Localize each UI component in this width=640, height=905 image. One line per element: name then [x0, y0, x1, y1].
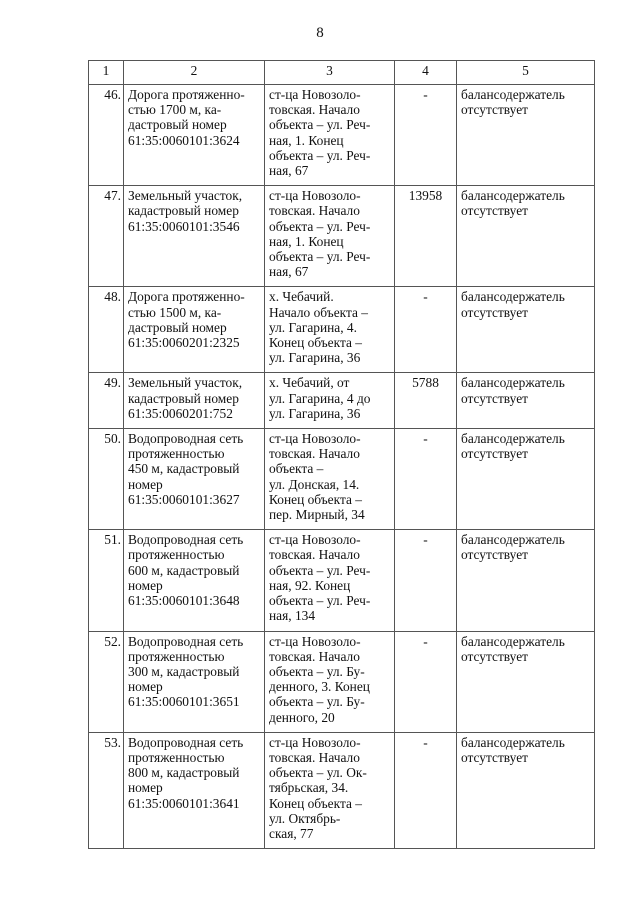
cell-line: пер. Мирный, 34	[269, 507, 365, 523]
location-cell	[265, 186, 395, 287]
cell-line: объекта – ул. Ок-	[269, 765, 367, 781]
cell-line: кадастровый номер	[128, 203, 239, 219]
cell-line: отсутствует	[461, 203, 528, 219]
cell-line: объекта – ул. Реч-	[269, 562, 371, 578]
cell-line: кадастровый номер	[128, 390, 239, 406]
cell-line: товская. Начало	[269, 547, 360, 563]
object-name-cell	[124, 732, 265, 848]
cell-line: 61:35:0060201:752	[128, 405, 233, 421]
cell-line: Земельный участок,	[128, 188, 243, 204]
cell-line: балансодержатель	[461, 734, 565, 750]
cell-line: номер	[128, 577, 163, 593]
cell-line: номер	[128, 679, 163, 695]
cell-line: протяженностью	[128, 749, 225, 765]
cell-line: тябрьская, 34.	[269, 780, 349, 796]
cell-line: протяженностью	[128, 648, 225, 664]
cell-line: Конец объекта –	[269, 795, 362, 811]
cell-line: отсутствует	[461, 304, 528, 320]
table-row	[89, 631, 595, 732]
column-header: 4	[395, 61, 457, 85]
cell-line: номер	[128, 780, 163, 796]
row-number-cell: 52.	[89, 631, 124, 732]
row-number-cell: 49.	[89, 373, 124, 429]
cell-line: ст-ца Новозоло-	[269, 188, 361, 204]
cell-line: товская. Начало	[269, 102, 360, 118]
balance-holder-cell	[457, 732, 595, 848]
location-cell	[265, 287, 395, 373]
cell-line: 300 м, кадастровый	[128, 663, 240, 679]
cell-line: объекта – ул. Бу-	[269, 663, 365, 679]
row-number-cell: 48.	[89, 287, 124, 373]
row-number-cell: 47.	[89, 186, 124, 287]
cell-line: Водопроводная сеть	[128, 734, 244, 750]
cell-line: ная, 134	[269, 608, 316, 624]
area-cell: -	[395, 429, 457, 530]
cell-line: ст-ца Новозоло-	[269, 431, 361, 447]
cell-line: ская, 77	[269, 825, 314, 841]
cell-line: протяженностью	[128, 547, 225, 563]
object-name-cell	[124, 631, 265, 732]
column-header: 1	[89, 61, 124, 85]
table-row	[89, 186, 595, 287]
cell-line: отсутствует	[461, 390, 528, 406]
balance-holder-cell	[457, 287, 595, 373]
cell-line: ст-ца Новозоло-	[269, 633, 361, 649]
cell-line: 450 м, кадастровый	[128, 461, 240, 477]
location-cell	[265, 85, 395, 186]
cell-line: 61:35:0060201:2325	[128, 335, 240, 351]
area-cell: -	[395, 85, 457, 186]
balance-holder-cell	[457, 85, 595, 186]
cell-line: ная, 1. Конец	[269, 233, 344, 249]
cell-line: товская. Начало	[269, 446, 360, 462]
cell-line: объекта – ул. Бу-	[269, 694, 365, 710]
area-cell: 13958	[395, 186, 457, 287]
cell-line: балансодержатель	[461, 375, 565, 391]
table-header-row	[89, 61, 595, 85]
table-row	[89, 287, 595, 373]
cell-line: отсутствует	[461, 648, 528, 664]
cell-line: 61:35:0060101:3624	[128, 132, 240, 148]
column-header: 3	[265, 61, 395, 85]
cell-line: балансодержатель	[461, 532, 565, 548]
cell-line: протяженностью	[128, 446, 225, 462]
cell-line: Водопроводная сеть	[128, 532, 244, 548]
object-name-cell	[124, 287, 265, 373]
location-cell	[265, 373, 395, 429]
cell-line: объекта –	[269, 461, 324, 477]
location-cell	[265, 631, 395, 732]
area-cell: -	[395, 530, 457, 631]
cell-line: объекта – ул. Реч-	[269, 593, 371, 609]
area-cell: -	[395, 287, 457, 373]
cell-line: балансодержатель	[461, 289, 565, 305]
row-number-cell: 51.	[89, 530, 124, 631]
object-name-cell	[124, 429, 265, 530]
page-number: 8	[316, 25, 324, 41]
row-number-cell: 50.	[89, 429, 124, 530]
location-cell	[265, 732, 395, 848]
cell-line: денного, 3. Конец	[269, 679, 370, 695]
cell-line: ная, 67	[269, 163, 309, 179]
cell-line: товская. Начало	[269, 749, 360, 765]
table-row	[89, 429, 595, 530]
cell-line: денного, 20	[269, 709, 335, 725]
cell-line: ная, 67	[269, 264, 309, 280]
cell-line: Земельный участок,	[128, 375, 243, 391]
cell-line: ная, 1. Конец	[269, 132, 344, 148]
table-row	[89, 85, 595, 186]
cell-line: товская. Начало	[269, 648, 360, 664]
cell-line: Дорога протяженно-	[128, 87, 245, 102]
cell-line: Конец объекта –	[269, 335, 362, 351]
object-name-cell	[124, 373, 265, 429]
cell-line: ул. Октябрь-	[269, 810, 341, 826]
cell-line: балансодержатель	[461, 87, 565, 102]
table-row	[89, 530, 595, 631]
cell-line: отсутствует	[461, 547, 528, 563]
column-header: 5	[457, 61, 595, 85]
column-header: 2	[124, 61, 265, 85]
area-cell: -	[395, 732, 457, 848]
cell-line: балансодержатель	[461, 633, 565, 649]
cell-line: объекта – ул. Реч-	[269, 218, 371, 234]
cell-line: номер	[128, 476, 163, 492]
cell-line: ст-ца Новозоло-	[269, 532, 361, 548]
cell-line: 61:35:0060101:3546	[128, 218, 240, 234]
cell-line: ная, 92. Конец	[269, 577, 351, 593]
cell-line: 61:35:0060101:3651	[128, 694, 240, 710]
balance-holder-cell	[457, 631, 595, 732]
cell-line: дастровый номер	[128, 117, 227, 133]
row-number-cell: 46.	[89, 85, 124, 186]
cell-line: стью 1700 м, ка-	[128, 102, 222, 118]
cell-line: х. Чебачий.	[269, 289, 334, 305]
location-cell	[265, 530, 395, 631]
cell-line: Дорога протяженно-	[128, 289, 245, 305]
object-name-cell	[124, 530, 265, 631]
cell-line: ул. Гагарина, 4.	[269, 319, 357, 335]
cell-line: объекта – ул. Реч-	[269, 117, 371, 133]
cell-line: балансодержатель	[461, 431, 565, 447]
cell-line: 61:35:0060101:3641	[128, 795, 240, 811]
table-row	[89, 373, 595, 429]
cell-line: 61:35:0060101:3627	[128, 491, 240, 507]
balance-holder-cell	[457, 186, 595, 287]
cell-line: ст-ца Новозоло-	[269, 734, 361, 750]
cell-line: объекта – ул. Реч-	[269, 249, 371, 265]
table-row	[89, 732, 595, 848]
cell-line: Начало объекта –	[269, 304, 368, 320]
object-name-cell	[124, 186, 265, 287]
cell-line: объекта – ул. Реч-	[269, 147, 371, 163]
area-cell: -	[395, 631, 457, 732]
balance-holder-cell	[457, 373, 595, 429]
cell-line: Конец объекта –	[269, 491, 362, 507]
row-number-cell: 53.	[89, 732, 124, 848]
area-cell: 5788	[395, 373, 457, 429]
cell-line: ул. Гагарина, 4 до	[269, 390, 371, 406]
cell-line: х. Чебачий, от	[269, 375, 350, 391]
object-name-cell	[124, 85, 265, 186]
cell-line: 800 м, кадастровый	[128, 765, 240, 781]
cell-line: ул. Гагарина, 36	[269, 405, 361, 421]
cell-line: товская. Начало	[269, 203, 360, 219]
balance-holder-cell	[457, 429, 595, 530]
cell-line: 61:35:0060101:3648	[128, 593, 240, 609]
cell-line: отсутствует	[461, 749, 528, 765]
cell-line: балансодержатель	[461, 188, 565, 204]
location-cell	[265, 429, 395, 530]
property-registry-table	[88, 60, 595, 849]
cell-line: ул. Донская, 14.	[269, 476, 360, 492]
cell-line: отсутствует	[461, 446, 528, 462]
cell-line: Водопроводная сеть	[128, 633, 244, 649]
balance-holder-cell	[457, 530, 595, 631]
cell-line: отсутствует	[461, 102, 528, 118]
cell-line: ст-ца Новозоло-	[269, 87, 361, 102]
cell-line: ул. Гагарина, 36	[269, 350, 361, 366]
cell-line: стью 1500 м, ка-	[128, 304, 222, 320]
cell-line: Водопроводная сеть	[128, 431, 244, 447]
cell-line: дастровый номер	[128, 319, 227, 335]
cell-line: 600 м, кадастровый	[128, 562, 240, 578]
